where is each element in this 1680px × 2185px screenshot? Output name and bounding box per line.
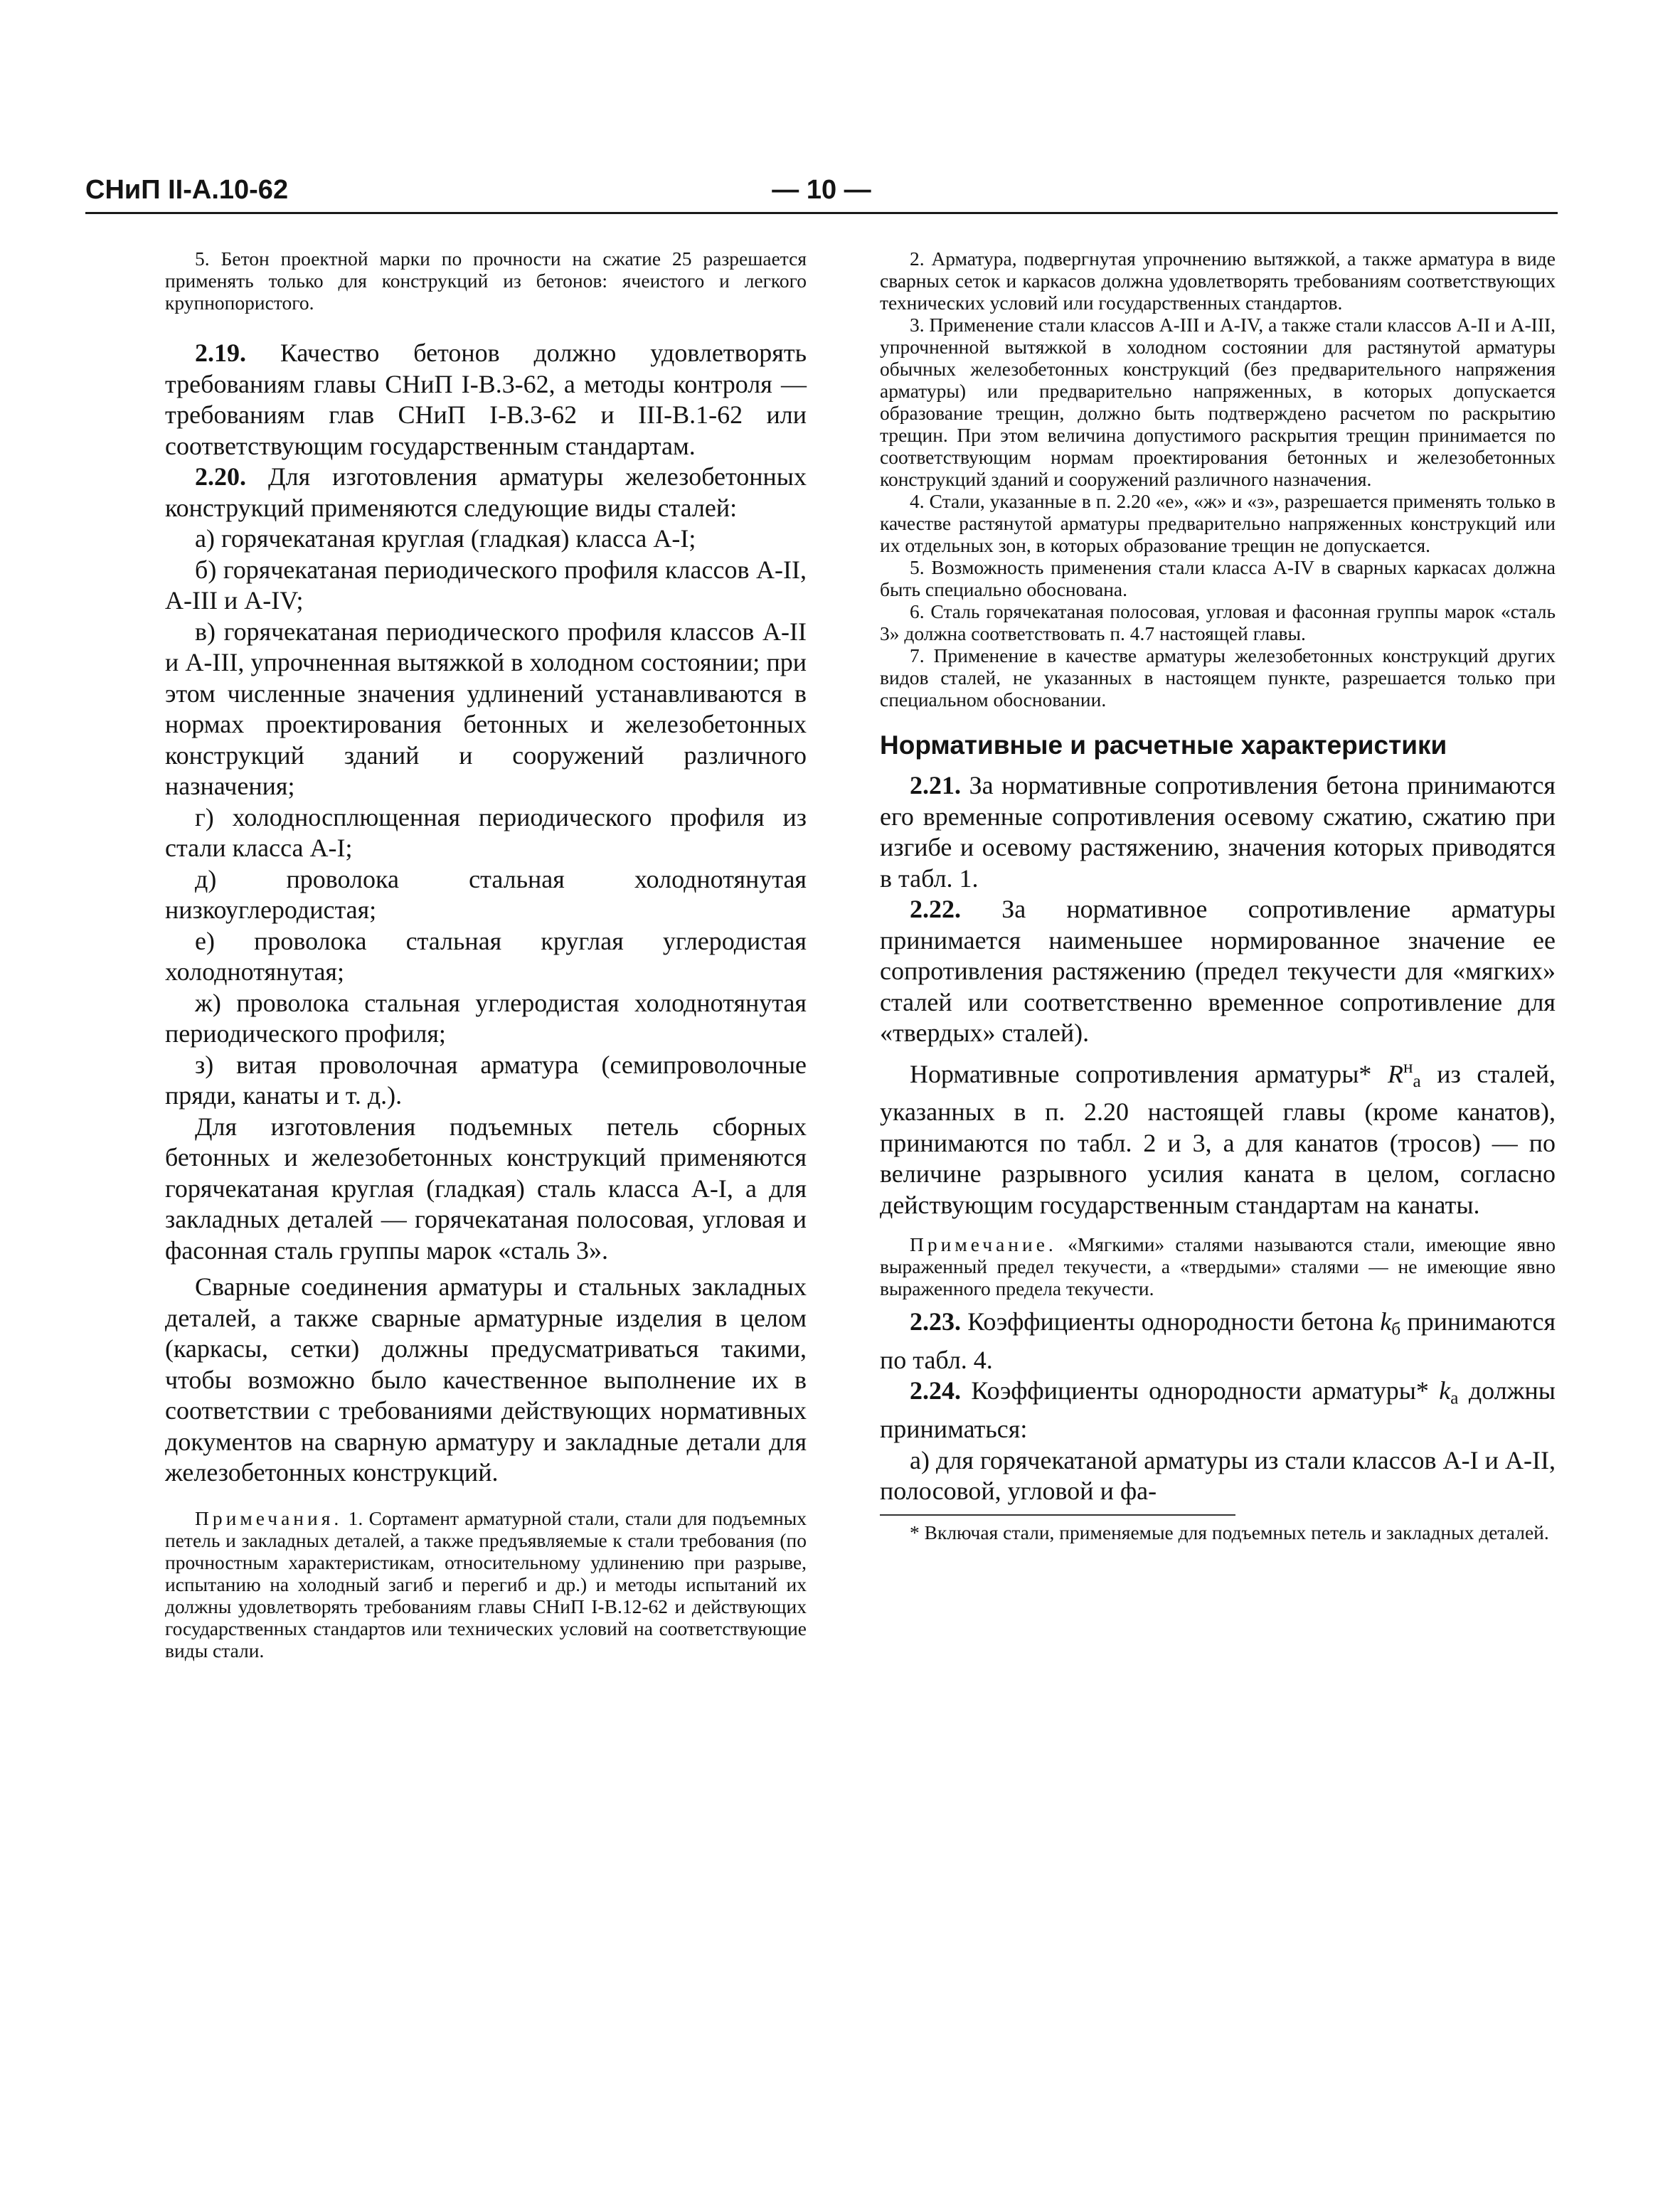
footnote: * Включая стали, применяемые для подъемных петель и закладных деталей.	[910, 1521, 1549, 1543]
note-6: 6. Сталь горячекатаная полосовая, угловая и фасонная группы марок «сталь 3» должна соответствовать п. 4.7 настоящей главы.	[880, 600, 1556, 644]
paragraph-text: За нормативные сопротивления бетона принимаются его временные сопротивления осевому сжатию, сжатию при изгибе и осевому растяжению, значения которых приводятся в табл. 1.	[880, 771, 1556, 893]
paragraph-2-21	[880, 770, 1556, 894]
note-1: 1. Сортамент арматурной стали, стали для подъемных петель и закладных деталей, а также предъявляемые к стали требования (по прочностным характеристикам, относительному удлинению при разрыве, испытанию на холодный загиб и перегиб и др.) и методы испытаний их должны удовлетворять требованиям главы СНиП I-В.12-62 и действующих государственных стандартов или технических условий на соответствующие виды стали.	[165, 1506, 807, 1662]
subscript: б	[1391, 1319, 1401, 1339]
paragraph-text: За нормативное сопротивление арматуры принимается наименьшее нормированное значение ее сопротивления растяжению (предел текучести для «мягких» сталей или соответственно временное сопротивление для «твердых» сталей).	[880, 895, 1556, 1047]
document-code: СНиП II-А.10-62	[85, 175, 289, 205]
subscript: а	[1450, 1388, 1459, 1408]
paragraph-2-24	[880, 1376, 1556, 1445]
paragraph-text: Для изготовления арматуры железобетонных конструкций применяются следующие виды сталей:	[165, 462, 807, 522]
list-item: е) проволока стальная круглая углеродистая холоднотянутая;	[165, 926, 807, 986]
note-2: 2. Арматура, подвергнутая упрочнению вытяжкой, а также арматура в виде сварных сеток и каркасов должна удовлетворять требованиям соответствующих технических условий или государственных стандартов.	[880, 248, 1556, 314]
paragraph-welded-joints: Сварные соединения арматуры и стальных закладных деталей, а также сварные арматурные изделия в целом (каркасы, сетки) должны предусматриваться такими, чтобы возможно было качественное выполнение их в соответствии с требованиями действующих нормативных документов на сварную арматуру и закладные детали для железобетонных конструкций.	[165, 1272, 807, 1487]
note-soft-steels	[880, 1233, 1556, 1299]
note-3: 3. Применение стали классов А-III и А-IV, а также стали классов А-II и А-III, упрочненной вытяжкой в холодном состоянии для растянутой арматуры обычных железобетонных конструкций (без предварительного напряжения арматуры) или предварительно напряженных, в которых допускается образование трещин, должно быть подтверждено расчетом по раскрытию трещин. При этом величина допустимого раскрытия трещин принимается по соответствующим нормам проектирования бетонных и железобетонных конструкций зданий и сооружений различного назначения.	[880, 314, 1556, 490]
clause-number: 2.21.	[910, 771, 961, 799]
symbol-R: R	[1388, 1059, 1404, 1088]
clause-number: 2.24.	[910, 1376, 961, 1405]
left-column	[165, 248, 807, 1662]
note-5: 5. Возможность применения стали класса А-IV в сварных каркасах должна быть специально обоснована.	[880, 556, 1556, 600]
paragraph-text: Коэффициенты однородности арматуры*	[971, 1376, 1429, 1405]
clause-number: 2.23.	[910, 1307, 961, 1336]
paragraph-2-20	[165, 462, 807, 523]
paragraph-2-23	[880, 1307, 1556, 1376]
paragraph-text: принимаются по табл. 4.	[880, 1307, 1556, 1374]
subscript: а	[1413, 1071, 1421, 1091]
paragraph-2-22-continued	[880, 1052, 1556, 1221]
note-text: «Мягкими» сталями называются стали, имеющие явно выраженный предел текучести, а «твердыми» сталями — не имеющие явно выраженного предела текучести.	[880, 1233, 1556, 1300]
page-header	[85, 175, 1558, 211]
header-rule	[85, 212, 1558, 214]
paragraph-2-19	[165, 338, 807, 462]
list-item: з) витая проволочная арматура (семипроволочные пряди, канаты и т. д.).	[165, 1050, 807, 1110]
paragraph-text: из сталей, указанных в п. 2.20 настоящей главы (кроме канатов), принимаются по табл. 2 и 3, а для канатов (тросов) — по величине разрывного усилия каната в целом, согласно действующим государственным стандартам на канаты.	[880, 1059, 1556, 1219]
page-number: — 10 —	[772, 175, 871, 205]
clause-number: 2.20.	[195, 462, 246, 491]
clause-number: 2.19.	[195, 339, 246, 367]
list-item: д) проволока стальная холоднотянутая низкоуглеродистая;	[165, 864, 807, 924]
list-item: в) горячекатаная периодического профиля классов А-II и А-III, упрочненная вытяжкой в холодном состоянии; при этом численные значения удлинений устанавливаются в нормах проектирования бетонных и железобетонных конструкций зданий и сооружений различного назначения;	[165, 617, 807, 800]
right-column	[880, 248, 1556, 1543]
clause-number: 2.22.	[910, 895, 961, 923]
list-item: б) горячекатаная периодического профиля классов А-II, А-III и А-IV;	[165, 555, 807, 615]
list-item: ж) проволока стальная углеродистая холоднотянутая периодического профиля;	[165, 988, 807, 1048]
paragraph-2-22	[880, 894, 1556, 1049]
note-7: 7. Применение в качестве арматуры железобетонных конструкций других видов сталей, не указанных в настоящем пункте, разрешается только при специальном обосновании.	[880, 644, 1556, 711]
superscript: н	[1403, 1057, 1413, 1077]
note-4: 4. Стали, указанные в п. 2.20 «е», «ж» и «з», разрешается применять только в качестве растянутой арматуры предварительно напряженных конструкций или их отдельных зон, в которых образование трещин не допускается.	[880, 490, 1556, 556]
symbol-k: k	[1380, 1307, 1392, 1336]
notes-block	[165, 1507, 807, 1662]
note-5-continued: 5. Бетон проектной марки по прочности на сжатие 25 разрешается применять только для конструкций из бетонов: ячеистого и легкого крупнопористого.	[165, 248, 807, 314]
section-heading: Нормативные и расчетные характеристики	[880, 730, 1447, 760]
note-label: Примечание.	[910, 1233, 1057, 1256]
symbol-k: k	[1439, 1376, 1451, 1405]
notes-label: Примечания.	[195, 1506, 343, 1529]
paragraph-lifting-loops: Для изготовления подъемных петель сборных бетонных и железобетонных конструкций применяются горячекатаная круглая (гладкая) сталь класса А-I, а для закладных деталей — горячекатаная полосовая, угловая и фасонная сталь группы марок «сталь 3».	[165, 1112, 807, 1265]
paragraph-text: Коэффициенты однородности бетона	[967, 1307, 1374, 1336]
paragraph-text: Нормативные сопротивления арматуры*	[910, 1059, 1372, 1088]
list-item: а) горячекатаная круглая (гладкая) класса А-I;	[195, 524, 696, 553]
paragraph-text: должны приниматься:	[880, 1376, 1556, 1444]
paragraph-text: Качество бетонов должно удовлетворять требованиям главы СНиП I-В.3-62, а методы контроля — требованиям глав СНиП I-В.3-62 и III-В.1-62 или соответствующим государственным стандартам.	[165, 339, 807, 460]
list-item: г) холодносплющенная периодического профиля из стали класса А-I;	[165, 802, 807, 862]
list-item: а) для горячекатаной арматуры из стали классов А-I и А-II, полосовой, угловой и фа-	[880, 1445, 1556, 1506]
footnote-rule	[880, 1514, 1235, 1516]
